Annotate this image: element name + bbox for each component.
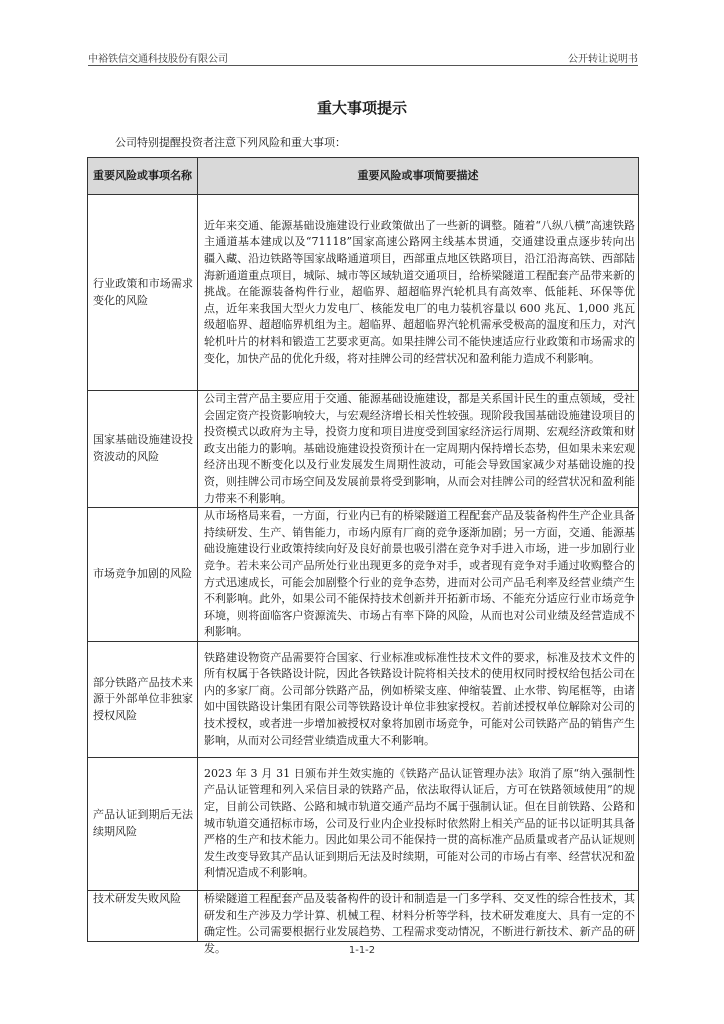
risk-description: 公司主营产品主要应用于交通、能源基础设施建设，都是关系国计民生的重点领域，受社会固定资产投资影响较大，与宏观经济增长相关性较强。现阶段我国基础设施建设项目的投资模式以政府为主导，投资力度和项目进度受到国家经济运行周期、宏观经济政策和财政支出能力的影响。基础设施建设投资预计在一定周期内保持增长态势，但如果未来宏观经济出现不断变化以及行业发展发生周期性波动，可能会导致国家减少对基础设施的投资，则挂牌公司市场空间及发展前景将受到影响，从而会对挂牌公司的经营状况和盈利能力带来不利影响。 <box>198 391 639 508</box>
risk-description: 2023 年 3 月 31 日颁布并生效实施的《铁路产品认证管理办法》取消了原“纳入强制性产品认证管理和列入采信目录的铁路产品，依法取得认证后，方可在铁路领域使用”的规定，目前公司铁路、公路和城市轨道交通产品均不属于强制认证。但在目前铁路、公路和城市轨道交通招标市场，公司及行业内企业投标时依然附上相关产品的证书以证明其具备严格的生产和技术能力。因此如果公司不能保持一贯的高标准产品质量或者产品认证规则发生改变导致其产品认证到期后无法及时续期，可能对公司的市场占有率、经营状况和盈利情况造成不利影响。 <box>198 757 639 890</box>
table-row <box>88 391 639 508</box>
risk-description: 近年来交通、能源基础设施建设行业政策做出了一些新的调整。随着“八纵八横”高速铁路主通道基本建成以及“71118”国家高速公路网主线基本贯通，交通建设重点逐步转向出疆入藏、沿边铁路等国家战略通道项目，西部重点地区铁路项目，沿江沿海高铁、西部陆海新通道重点项目，城际、城市等区域轨道交通项目，给桥梁隧道工程配套产品带来新的挑战。在能源装备构件行业，超临界、超超临界汽轮机具有高效率、低能耗、环保等优点，近年来我国大型火力发电厂、核能发电厂的电力装机容量以 600 兆瓦、1,000 兆瓦级超临界、超超临界机组为主。超临界、超超临界汽轮机需承受极高的温度和压力，对汽轮机叶片的材料和锻造工艺要求更高。如果挂牌公司不能快速适应行业政策和市场需求的变化，加快产品的优化升级，将对挂牌公司的经营状况和盈利能力造成不利影响。 <box>198 195 639 391</box>
table-row <box>88 890 639 941</box>
table-header-row <box>88 158 639 195</box>
risk-name: 部分铁路产品技术来源于外部单位非独家授权风险 <box>88 641 198 757</box>
table-row <box>88 757 639 890</box>
risk-name: 市场竞争加剧的风险 <box>88 508 198 642</box>
table-row <box>88 641 639 757</box>
risk-description: 从市场格局来看，一方面，行业内已有的桥梁隧道工程配套产品及装备构件生产企业具备持续研发、生产、销售能力，市场内原有厂商的竞争逐渐加剧；另一方面，交通、能源基础设施建设行业政策持续向好及良好前景也吸引潜在竞争对手进入市场，进一步加剧行业竞争。若未来公司产品所处行业出现更多的竞争对手，或者现有竞争对手通过收购整合的方式迅速成长，可能会加剧整个行业的竞争态势，进而对公司产品毛利率及经营业绩产生不利影响。此外，如果公司不能保持技术创新并开拓新市场、不能充分适应行业市场竞争环境，则将面临客户资源流失、市场占有率下降的风险，从而也对公司业绩及经营造成不利影响。 <box>198 508 639 642</box>
intro-text: 公司特别提醒投资者注意下列风险和重大事项： <box>115 136 346 149</box>
risk-description: 桥梁隧道工程配套产品及装备构件的设计和制造是一门多学科、交叉性的综合性技术，其研发和生产涉及力学计算、机械工程、材料分析等学科，技术研发难度大、具有一定的不确定性。公司需要根据行业发展趋势、工程需求变动情况，不断进行新技术、新产品的研发。 <box>204 891 635 955</box>
col-risk-name-header: 重要风险或事项名称 <box>88 158 198 195</box>
table-row <box>88 508 639 642</box>
risk-description: 铁路建设物资产品需要符合国家、行业标准或标准性技术文件的要求，标准及技术文件的所有权属于各铁路设计院，因此各铁路设计院将相关技术的使用权同时授权给包括公司在内的多家厂商。公司部分铁路产品，例如桥梁支座、伸缩装置、止水带、钩尾框等，由诸如中国铁路设计集团有限公司等铁路设计单位非独家授权。若前述授权单位解除对公司的技术授权，或者进一步增加被授权对象将加剧市场竞争，可能对公司铁路产品的销售产生影响，从而对公司经营业绩造成重大不利影响。 <box>198 641 639 757</box>
risk-name: 产品认证到期后无法续期风险 <box>88 757 198 890</box>
page-number: 1-1-2 <box>348 945 376 956</box>
page-header <box>88 48 638 66</box>
table-row <box>88 195 639 391</box>
header-company: 中裕铁信交通科技股份有限公司 <box>88 54 228 65</box>
page-title: 重大事项提示 <box>316 99 407 117</box>
header-doc-type: 公开转让说明书 <box>568 54 638 65</box>
risk-name: 技术研发失败风险 <box>88 890 198 941</box>
col-risk-desc-header: 重要风险或事项简要描述 <box>198 158 639 195</box>
risk-name: 行业政策和市场需求变化的风险 <box>88 195 198 391</box>
risk-name: 国家基础设施建设投资波动的风险 <box>88 391 198 508</box>
